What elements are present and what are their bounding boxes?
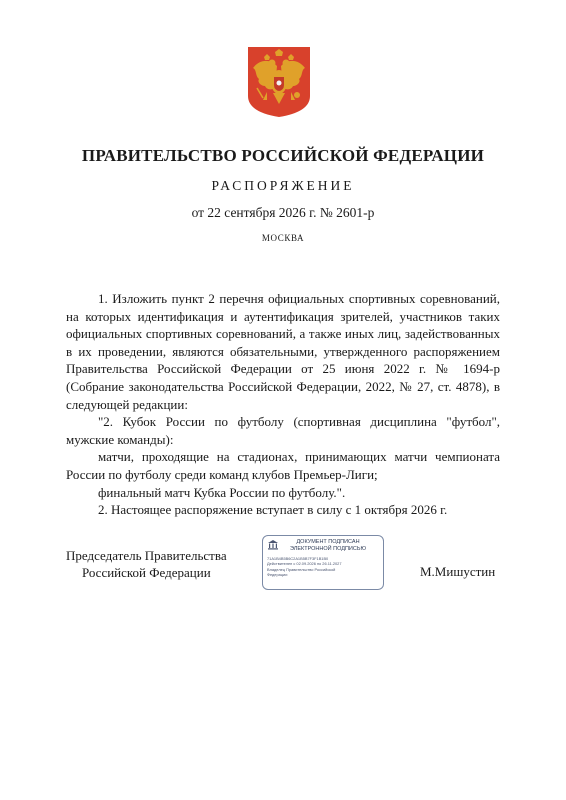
signatory-title (66, 547, 227, 581)
electronic-signature-stamp (262, 535, 384, 590)
stamp-title (277, 539, 379, 552)
paragraph-item-1: 1. Изложить пункт 2 перечня официальных спортивных соревнований, на которых идентификация и аутентификация зрителей, участников таких официальных спортивных соревнований, а также иных лиц, задействованных в их проведении, являются обязательными, утвержденного распоряжением Правительства Российской Федерации от 25 июня 2022 г. № 1694-р (Собрание законодательства Российской Федерации, 2022, № 27, ст. 4878), в следующей редакции: (66, 291, 500, 412)
government-title: ПРАВИТЕЛЬСТВО РОССИЙСКОЙ ФЕДЕРАЦИИ (81, 146, 485, 165)
stamp-owner-line: Владелец Правительство Российской (267, 566, 336, 572)
document-city: МОСКВА (261, 233, 305, 243)
building-icon (267, 539, 279, 550)
paragraph-item-2-effective-date: 2. Настоящее распоряжение вступает в силу с 1 октября 2026 г. (98, 502, 448, 518)
coat-of-arms-emblem (247, 46, 311, 118)
stamp-owner-line-2: Федерации (267, 572, 288, 578)
document-date-number: от 22 сентября 2026 г. № 2601-р (191, 205, 375, 220)
signatory-title-line-1: Председатель Правительства (66, 548, 227, 563)
document-type: РАСПОРЯЖЕНИЕ (211, 178, 355, 193)
signatory-name: М.Мишустин (420, 564, 496, 579)
stamp-details (267, 556, 379, 578)
signatory-title-line-2: Российской Федерации (81, 565, 211, 580)
stamp-validity-line: Действителен с 02.09.2026 по 26.11.2027 (267, 561, 342, 567)
stamp-certificate-line: 71A1B4B5B6C2A1B5B7F3F1B1B0 (267, 556, 329, 561)
paragraph-final-match: финальный матч Кубка России по футболу.". (98, 484, 346, 500)
stamp-title-line-1: ДОКУМЕНТ ПОДПИСАН (296, 539, 360, 545)
stamp-title-line-2: ЭЛЕКТРОННОЙ ПОДПИСЬЮ (289, 545, 367, 552)
document-body (66, 290, 500, 519)
paragraph-quoted-item-2: "2. Кубок России по футболу (спортивная дисциплина "футбол", мужские команды): (66, 414, 500, 447)
paragraph-matches: матчи, проходящие на стадионах, принимающих матчи чемпионата России по футболу среди команд клубов Премьер-Лиги; (66, 449, 500, 482)
